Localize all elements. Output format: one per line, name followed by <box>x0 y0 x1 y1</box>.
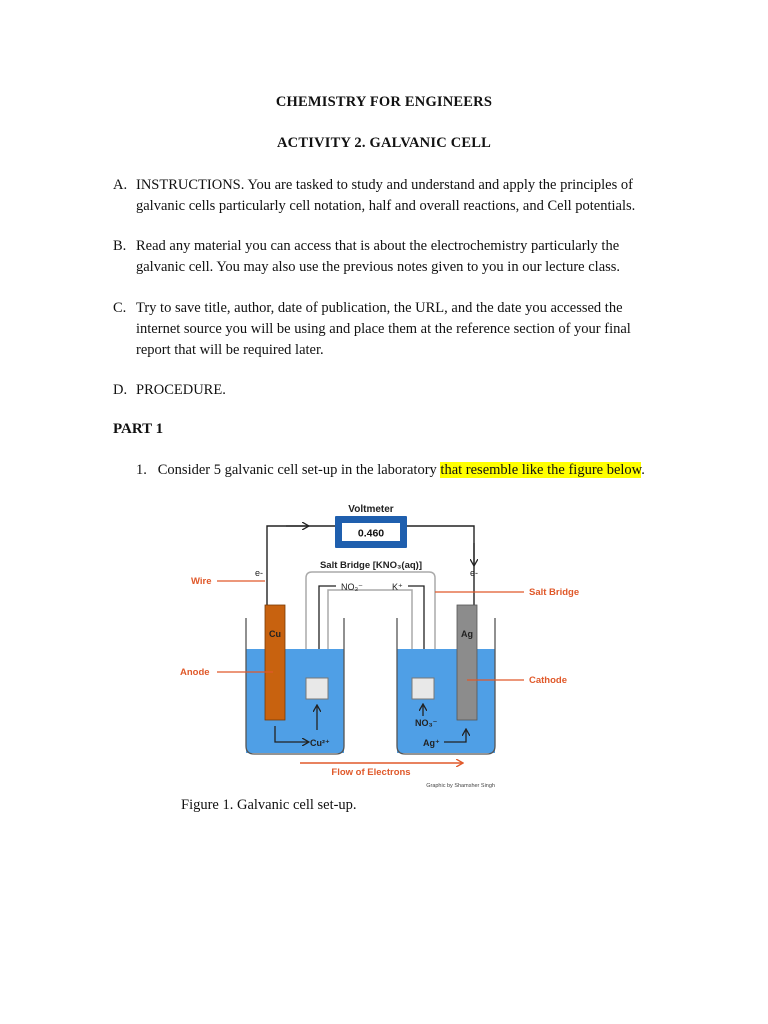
item-number: 1. <box>136 462 147 478</box>
section-line: PROCEDURE. <box>136 382 226 398</box>
section-line: Try to save title, author, date of publication, the URL, and the date you accessed the <box>136 300 623 316</box>
nitrate-label-right: NO₃⁻ <box>415 718 438 728</box>
section-line: internet source you will be using and place them at the reference section of your final <box>136 321 631 337</box>
activity-title: ACTIVITY 2. GALVANIC CELL <box>277 135 491 151</box>
copper-ion-label: Cu²⁺ <box>310 738 330 748</box>
section-marker: D. <box>113 382 128 398</box>
section-marker: C. <box>113 300 127 316</box>
copper-electrode-label: Cu <box>269 629 281 639</box>
right-solution <box>397 649 495 753</box>
potassium-label: K⁺ <box>392 582 403 592</box>
section-line: INSTRUCTIONS. You are tasked to study and understand and apply the principles of <box>136 177 633 193</box>
section-marker: A. <box>113 177 128 193</box>
figure-caption: Figure 1. Galvanic cell set-up. <box>181 797 357 813</box>
silver-electrode <box>457 605 477 720</box>
voltmeter-reading: 0.460 <box>357 527 385 540</box>
section-line: Read any material you can access that is about the electrochemistry particularly the <box>136 238 620 254</box>
section-line: galvanic cell. You may also use the previous notes given to you in our lecture class. <box>136 259 621 275</box>
cathode-label: Cathode <box>529 675 567 686</box>
anode-label: Anode <box>180 667 210 678</box>
galvanic-cell-figure <box>170 498 600 793</box>
wire-label: Wire <box>191 576 212 587</box>
part-heading: PART 1 <box>113 421 164 437</box>
electron-label-left: e- <box>254 568 263 578</box>
item-text: Consider 5 galvanic cell set-up in the laboratory <box>157 462 437 478</box>
figure-credit: Graphic by Shamsher Singh <box>426 783 495 789</box>
silver-electrode-label: Ag <box>461 629 473 639</box>
voltmeter-label: Voltmeter <box>348 504 394 515</box>
highlighted-text: that resemble like the figure below <box>440 462 642 478</box>
left-bridge-plug <box>306 678 328 699</box>
salt-bridge-label: Salt Bridge <box>529 587 580 598</box>
list-item <box>136 462 645 479</box>
right-bridge-plug <box>412 678 434 699</box>
section-line: report that will be required later. <box>136 342 324 358</box>
salt-bridge-formula: Salt Bridge [KNO₃(aq)] <box>319 560 423 571</box>
silver-ion-label: Ag⁺ <box>423 738 440 748</box>
section-line: galvanic cells particularly cell notation, half and overall reactions, and Cell potentials. <box>136 198 636 214</box>
flow-label: Flow of Electrons <box>331 767 411 778</box>
nitrate-label-left: NO₃⁻ <box>341 582 363 592</box>
item-period: . <box>641 462 645 478</box>
section-marker: B. <box>113 238 127 254</box>
copper-electrode <box>265 605 285 720</box>
electron-label-right: e- <box>470 568 479 578</box>
course-title: CHEMISTRY FOR ENGINEERS <box>275 94 493 110</box>
